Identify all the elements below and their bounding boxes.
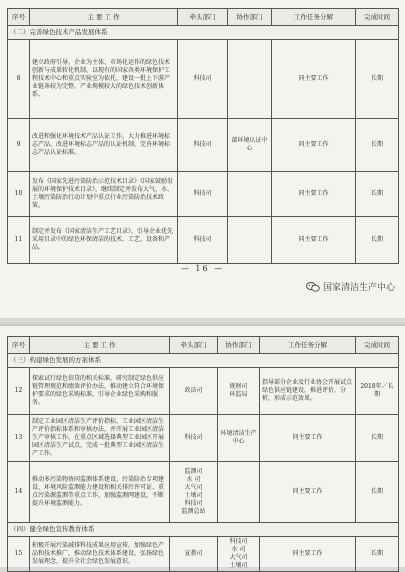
- task-table-top: [7, 8, 399, 264]
- row-task: 改进和强化环境技术产品认证工作，大力推进环境标志产品、改进环境标志产品的认证机制，完善环境标志产品认证标准。: [30, 119, 178, 172]
- row-deadline: 长期: [356, 462, 399, 523]
- row-task: 发布《国家先进污染防治示范技术目录》《国家鼓励发展的环境保护技术目录》，继续制定并发布大气、水、土壤污染防治行动计划中重点行业污染防治技术政策。: [30, 172, 178, 217]
- table-header-row: [8, 337, 399, 354]
- row-lead: 宣教司: [170, 537, 218, 572]
- row-task: 制定工业园区清洁生产评价指标，工业园区清洁生产评价指标体系和审核办法，并开展工业园区清洁生产审核工作，在重点区域选择典型工业园区开展园区清洁生产试点，完成一批典型工业园区清洁生产工作。: [30, 415, 170, 462]
- table-row: [8, 462, 399, 523]
- row-assist: [228, 40, 272, 119]
- table-header-row: [8, 9, 399, 26]
- table-row: [8, 172, 399, 217]
- row-assist: [228, 217, 272, 264]
- row-breakdown: 同主要工作: [260, 415, 356, 462]
- section-title: （四）健全绿色宣传教育体系: [8, 523, 399, 537]
- header-breakdown: 工作任务分解: [260, 337, 356, 354]
- row-deadline: 2018年／长期: [356, 368, 399, 415]
- row-breakdown: 同主要工作: [272, 217, 356, 264]
- row-breakdown: 同主要工作: [260, 537, 356, 572]
- section-row: [8, 523, 399, 537]
- header-assist: 协作部门: [228, 9, 272, 26]
- header-deadline: 完成时间: [356, 337, 399, 354]
- row-task: 积极开展污染减排科技成果应用宣传，加强绿色产品和技术推广，推动绿色技术体系建设，弘扬绿色发展理念，提升全社会绿色发展意识。: [30, 537, 170, 572]
- header-assist: 协作部门: [218, 337, 260, 354]
- row-deadline: 长期: [356, 172, 399, 217]
- page-number: — 16 —: [180, 264, 225, 273]
- row-assist: [218, 462, 260, 523]
- header-deadline: 完成时间: [356, 9, 399, 26]
- task-table-bottom: [7, 336, 399, 572]
- row-breakdown: 同主要工作: [260, 462, 356, 523]
- section-row: [8, 26, 399, 40]
- header-breakdown: 工作任务分解: [272, 9, 356, 26]
- row-lead: 政法司: [170, 368, 218, 415]
- row-number: 10: [8, 172, 30, 217]
- header-task: 主 要 工 作: [30, 337, 170, 354]
- row-lead: 科技司: [178, 119, 228, 172]
- row-number: 8: [8, 40, 30, 119]
- header-seq: 序号: [8, 337, 30, 354]
- row-breakdown: 同主要工作: [272, 119, 356, 172]
- row-number: 11: [8, 217, 30, 264]
- row-number: 14: [8, 462, 30, 523]
- row-assist: 环境清洁生产中心: [218, 415, 260, 462]
- row-breakdown: 同主要工作: [272, 172, 356, 217]
- watermark-label: 国家清洁生产中心: [322, 283, 395, 293]
- table-row: [8, 217, 399, 264]
- row-task: 建立政府引导、企业为主体、市场化运作的绿色技术创新与成果转化机制，以现有的国家各类环境保护工程技术中心和重点实验室为依托，建设一批上下游产业链条较为完整、产业规模较大的绿色技术创新体系。: [30, 40, 178, 119]
- table-row: [8, 119, 399, 172]
- section-row: [8, 354, 399, 368]
- row-lead: 监测司 水 司 大气司 土壤司 科技司 监测总站: [170, 462, 218, 523]
- row-breakdown: 指导部分企业及行业协会开展试点绿色供应链建设，推进评价、分析，形成示范效果。: [260, 368, 356, 415]
- row-task: 推动多污染物协同监测体系建设，污染防治专项建设、环境风险监测能力建设和相关排污许可证、重点污染源监测等重点工作，加强监测网建设，不断提升环境监测能力。: [30, 462, 170, 523]
- row-lead: 科技司: [178, 40, 228, 119]
- row-deadline: 长期: [356, 40, 399, 119]
- row-number: 9: [8, 119, 30, 172]
- page-edge: [0, 324, 405, 326]
- table-row: [8, 40, 399, 119]
- row-breakdown: 同主要工作: [272, 40, 356, 119]
- row-lead: 科技司: [178, 172, 228, 217]
- row-deadline: 长期: [356, 537, 399, 572]
- header-seq: 序号: [8, 9, 30, 26]
- wechat-icon: [306, 282, 320, 292]
- section-title: （三）构建绿色发展的方案体系: [8, 354, 399, 368]
- row-lead: 科技司: [170, 415, 218, 462]
- row-task: 探索试行绿色信贷的相关标准，研究制定绿色供应链管理规范和绩效评价办法，推动建立符合环境保护要求的绿色采购标准，引导企业绿色采购和服务。: [30, 368, 170, 415]
- header-lead: 牵头部门: [170, 337, 218, 354]
- row-deadline: 长期: [356, 217, 399, 264]
- row-deadline: 长期: [356, 119, 399, 172]
- header-task: 主 要 工 作: [30, 9, 178, 26]
- row-number: 15: [8, 537, 30, 572]
- table-row: [8, 415, 399, 462]
- row-assist: 规财司 环监局: [218, 368, 260, 415]
- row-assist: [228, 172, 272, 217]
- row-number: 13: [8, 415, 30, 462]
- header-lead: 牵头部门: [178, 9, 228, 26]
- row-task: 制定并发布《国家清洁生产工艺目录》，引导企业优先采用目录中的绿色环保清洁的技术、工艺、设备和产品。: [30, 217, 178, 264]
- row-deadline: 长期: [356, 415, 399, 462]
- section-title: （二）完善绿色技术产品发展体系: [8, 26, 399, 40]
- row-assist: 科技司 水 司 大气司 土壤司: [218, 537, 260, 572]
- document-page-bottom: [0, 324, 405, 570]
- row-number: 12: [8, 368, 30, 415]
- row-lead: 科技司: [178, 217, 228, 264]
- table-row: [8, 368, 399, 415]
- watermark: [306, 280, 395, 293]
- row-assist: 部环境认证中心: [228, 119, 272, 172]
